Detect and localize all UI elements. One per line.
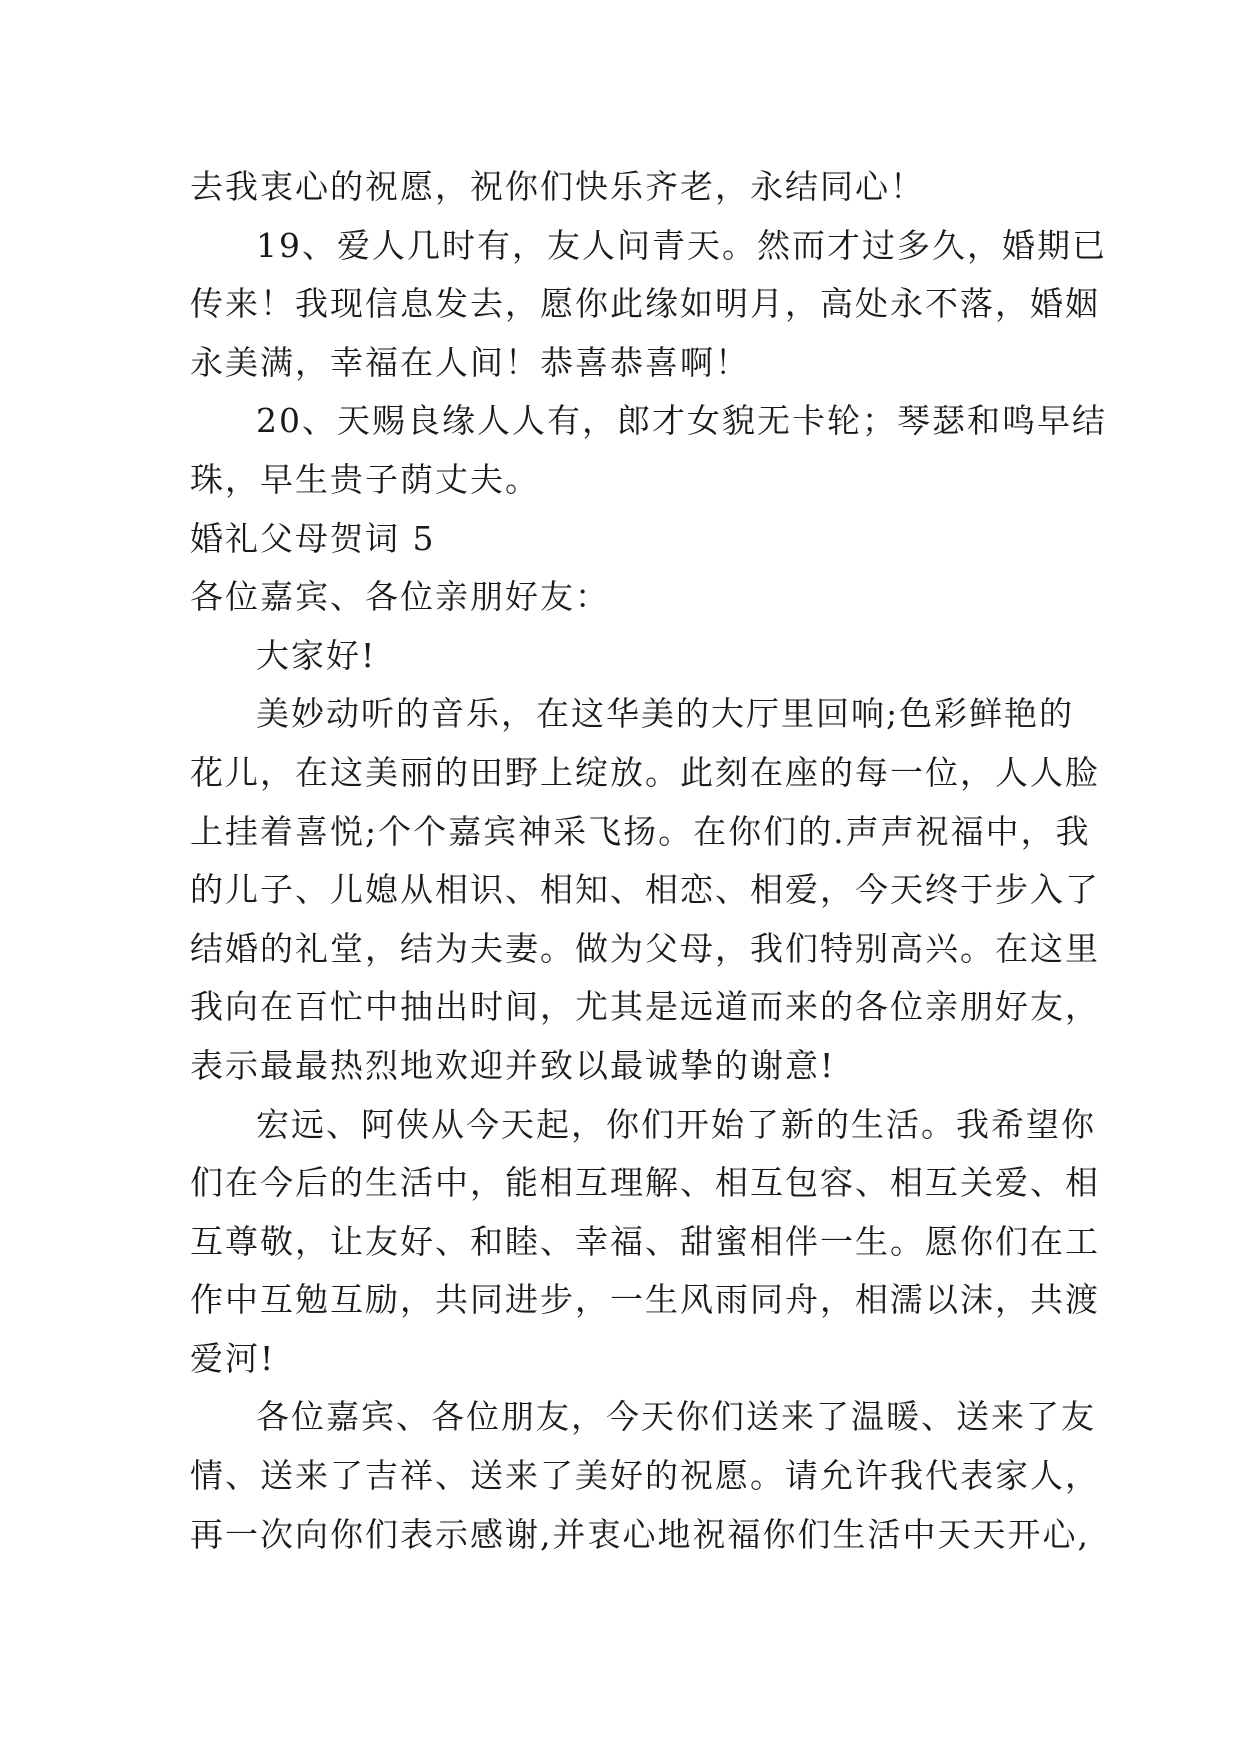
text-line: 去我衷心的祝愿，祝你们快乐齐老，永结同心！ <box>190 167 925 206</box>
text-line: 宏远、阿侠从今天起，你们开始了新的生活。我希望你 <box>256 1104 1096 1144</box>
text-line: 再一次向你们表示感谢,并衷心地祝福你们生活中天天开心, <box>190 1514 1090 1554</box>
document-body <box>190 158 1107 1564</box>
text-line: 珠，早生贵子荫丈夫。 <box>190 459 540 499</box>
text-line: 传来！我现信息发去，愿你此缘如明月，高处永不落，婚姻 <box>190 284 1100 324</box>
text-line: 我向在百忙中抽出时间，尤其是远道而来的各位亲朋好友， <box>190 987 1100 1027</box>
text-line: 各位嘉宾、各位亲朋好友： <box>190 577 610 617</box>
text-line: 永美满，幸福在人间！恭喜恭喜啊！ <box>190 342 750 382</box>
text-line: 各位嘉宾、各位朋友，今天你们送来了温暖、送来了友 <box>256 1397 1096 1437</box>
text-line: 20、天赐良缘人人有，郎才女貌无卡轮；琴瑟和鸣早结 <box>256 401 1107 441</box>
text-line: 结婚的礼堂，结为夫妻。做为父母，我们特别高兴。在这里 <box>190 928 1100 968</box>
text-line: 爱河! <box>190 1338 276 1378</box>
text-line: 花儿，在这美丽的田野上绽放。此刻在座的每一位，人人脸 <box>190 752 1100 792</box>
text-line: 情、送来了吉祥、送来了美好的祝愿。请允许我代表家人， <box>190 1456 1100 1496</box>
text-line: 互尊敬，让友好、和睦、幸福、甜蜜相伴一生。愿你们在工 <box>190 1221 1100 1261</box>
text-line: 美妙动听的音乐，在这华美的大厅里回响;色彩鲜艳的 <box>256 694 1075 734</box>
text-line: 作中互勉互励，共同进步，一生风雨同舟，相濡以沫，共渡 <box>190 1280 1100 1320</box>
text-line: 的儿子、儿媳从相识、相知、相恋、相爱，今天终于步入了 <box>190 870 1100 910</box>
text-line: 大家好! <box>256 635 377 675</box>
text-line: 19、爱人几时有，友人问青天。然而才过多久，婚期已 <box>256 225 1107 265</box>
text-line: 表示最最热烈地欢迎并致以最诚挚的谢意! <box>190 1045 836 1085</box>
text-line: 上挂着喜悦;个个嘉宾神采飞扬。在你们的.声声祝福中，我 <box>190 811 1091 851</box>
text-line: 们在今后的生活中，能相互理解、相互包容、相互关爱、相 <box>190 1163 1100 1203</box>
text-line: 婚礼父母贺词 5 <box>190 518 436 558</box>
